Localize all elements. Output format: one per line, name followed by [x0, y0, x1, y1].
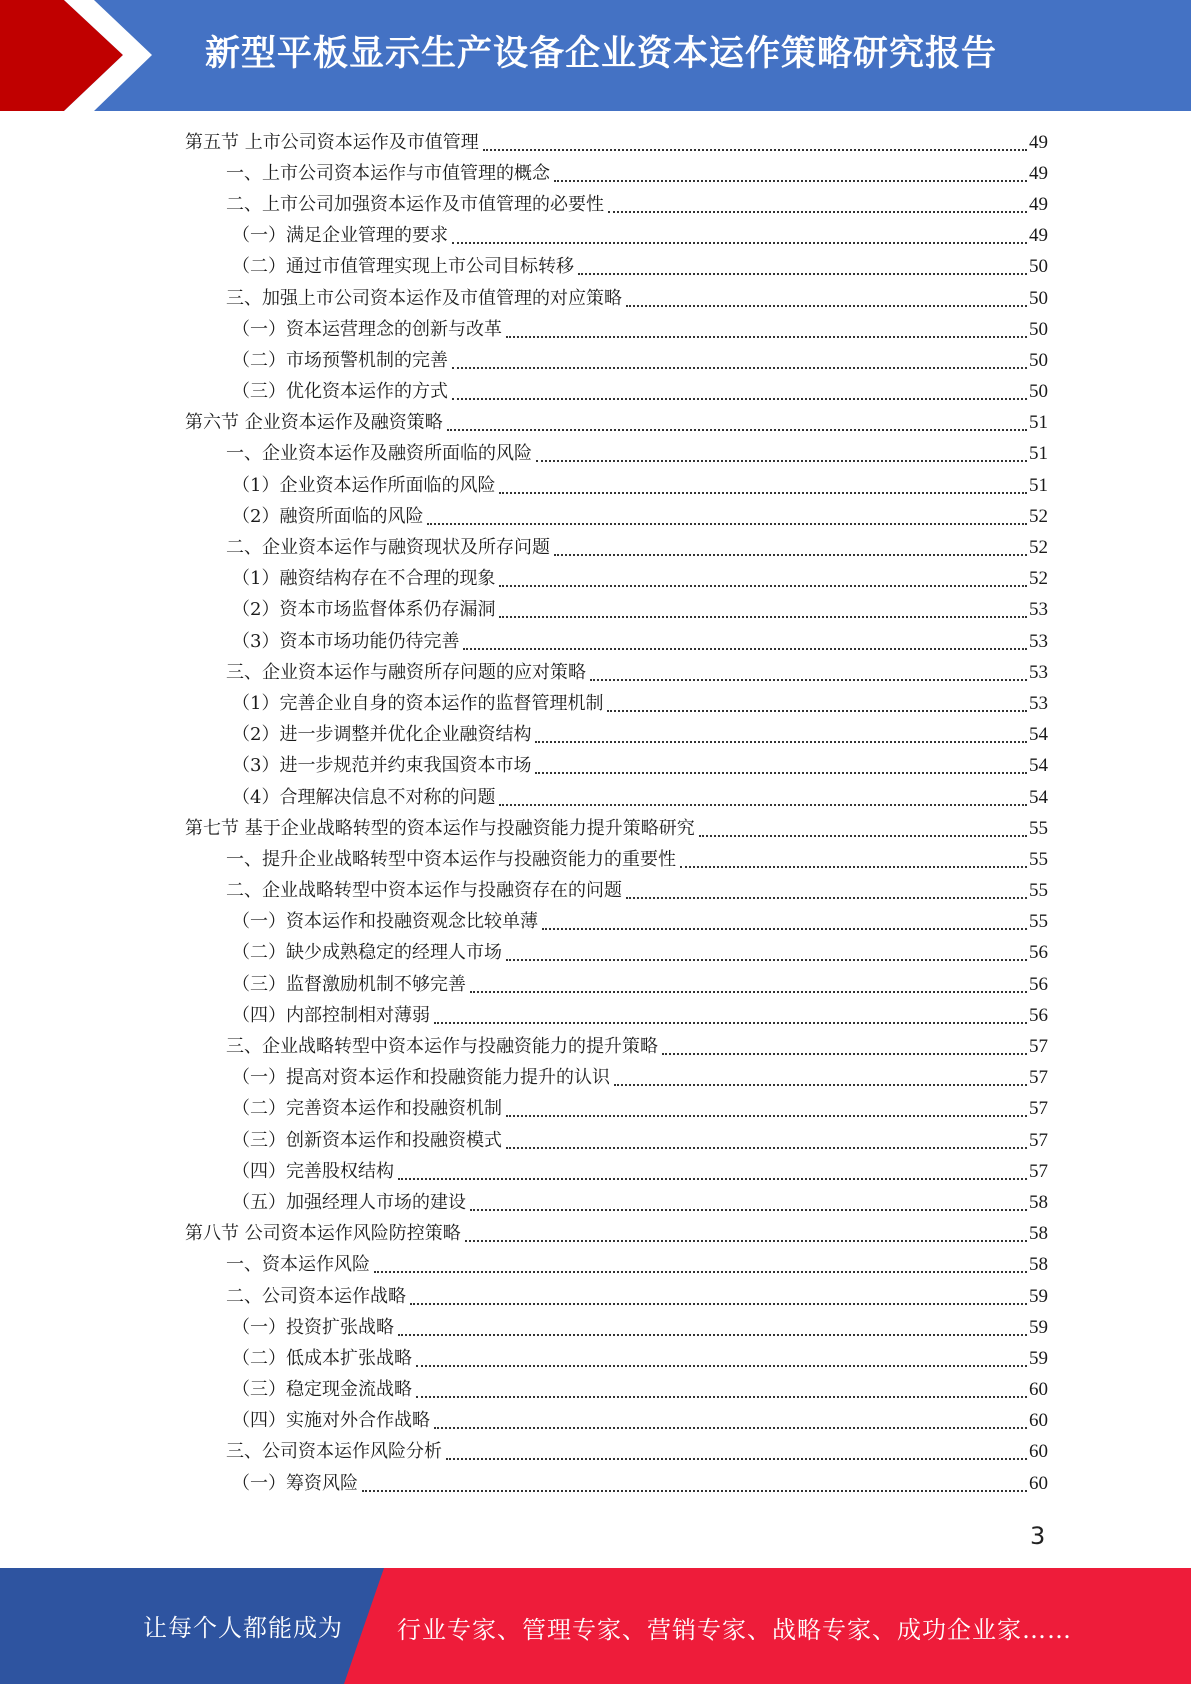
toc-entry-page: 57: [1029, 1098, 1048, 1120]
toc-entry-title: 二、企业资本运作与融资现状及所存问题: [226, 537, 550, 559]
toc-dot-leader: [614, 1066, 1027, 1086]
toc-entry-page: 58: [1029, 1223, 1048, 1245]
toc-dot-leader: [452, 224, 1027, 244]
toc-entry-page: 57: [1029, 1160, 1048, 1182]
toc-dot-leader: [463, 630, 1027, 650]
toc-entry-title: （一）投资扩张战略: [232, 1316, 394, 1338]
table-of-contents: [185, 127, 1048, 1499]
toc-entry-page: 54: [1029, 786, 1048, 808]
toc-entry-title: 第六节 企业资本运作及融资策略: [185, 412, 443, 434]
toc-entry-page: 60: [1029, 1379, 1048, 1401]
toc-dot-leader: [536, 442, 1027, 462]
toc-entry-title: （三）创新资本运作和投融资模式: [232, 1129, 502, 1151]
toc-dot-leader: [578, 255, 1027, 275]
toc-entry-page: 59: [1029, 1347, 1048, 1369]
toc-entry-page: 56: [1029, 1004, 1048, 1026]
toc-entry-page: 49: [1029, 193, 1048, 215]
toc-entry[interactable]: [185, 751, 1048, 782]
toc-entry[interactable]: [185, 221, 1048, 252]
toc-entry-page: 52: [1029, 537, 1048, 559]
toc-dot-leader: [452, 349, 1027, 369]
toc-entry-title: （1）完善企业自身的资本运作的监督管理机制: [232, 692, 604, 714]
toc-dot-leader: [452, 380, 1027, 400]
toc-dot-leader: [699, 817, 1027, 837]
toc-entry-page: 57: [1029, 1036, 1048, 1058]
toc-dot-leader: [362, 1472, 1027, 1492]
toc-dot-leader: [465, 1222, 1027, 1242]
toc-entry-page: 52: [1029, 568, 1048, 590]
toc-dot-leader: [470, 1191, 1027, 1211]
toc-entry-page: 60: [1029, 1441, 1048, 1463]
toc-entry-title: （一）提高对资本运作和投融资能力提升的认识: [232, 1067, 610, 1089]
toc-entry-title: （2）融资所面临的风险: [232, 505, 424, 527]
toc-dot-leader: [434, 1004, 1027, 1024]
toc-entry-page: 49: [1029, 131, 1048, 153]
toc-entry[interactable]: [185, 1250, 1048, 1281]
toc-entry-page: 53: [1029, 630, 1048, 652]
toc-entry[interactable]: [185, 1375, 1048, 1406]
toc-entry-title: （1）企业资本运作所面临的风险: [232, 474, 496, 496]
toc-entry[interactable]: [185, 907, 1048, 938]
toc-entry-title: （四）实施对外合作战略: [232, 1410, 430, 1432]
toc-entry[interactable]: [185, 377, 1048, 408]
toc-entry-title: （2）进一步调整并优化企业融资结构: [232, 724, 532, 746]
toc-dot-leader: [499, 786, 1027, 806]
toc-dot-leader: [427, 505, 1027, 525]
toc-entry[interactable]: [185, 813, 1048, 844]
toc-entry[interactable]: [185, 876, 1048, 907]
toc-dot-leader: [410, 1285, 1027, 1305]
toc-entry-page: 53: [1029, 692, 1048, 714]
toc-entry-page: 60: [1029, 1472, 1048, 1494]
toc-dot-leader: [590, 661, 1027, 681]
toc-entry-title: 第七节 基于企业战略转型的资本运作与投融资能力提升策略研究: [185, 817, 695, 839]
toc-entry-title: （二）缺少成熟稳定的经理人市场: [232, 942, 502, 964]
toc-entry-title: （一）资本运作和投融资观念比较单薄: [232, 911, 538, 933]
toc-entry[interactable]: [185, 782, 1048, 813]
toc-entry[interactable]: [185, 1094, 1048, 1125]
toc-entry[interactable]: [185, 189, 1048, 220]
toc-entry[interactable]: [185, 657, 1048, 688]
toc-entry[interactable]: [185, 1187, 1048, 1218]
toc-entry-page: 50: [1029, 287, 1048, 309]
toc-dot-leader: [626, 879, 1027, 899]
toc-entry-page: 55: [1029, 817, 1048, 839]
toc-entry-page: 49: [1029, 225, 1048, 247]
toc-entry-title: （一）筹资风险: [232, 1472, 358, 1494]
toc-entry[interactable]: [185, 1343, 1048, 1374]
toc-dot-leader: [446, 1440, 1027, 1460]
toc-entry-title: 二、上市公司加强资本运作及市值管理的必要性: [226, 193, 604, 215]
toc-entry-page: 57: [1029, 1129, 1048, 1151]
toc-entry-page: 59: [1029, 1316, 1048, 1338]
toc-entry[interactable]: [185, 595, 1048, 626]
toc-entry-title: （2）资本市场监督体系仍存漏洞: [232, 599, 496, 621]
toc-entry-title: 三、企业战略转型中资本运作与投融资能力的提升策略: [226, 1036, 658, 1058]
toc-entry-title: （五）加强经理人市场的建设: [232, 1191, 466, 1213]
toc-entry-title: 一、提升企业战略转型中资本运作与投融资能力的重要性: [226, 848, 676, 870]
toc-dot-leader: [607, 692, 1027, 712]
toc-dot-leader: [447, 411, 1027, 431]
toc-entry-title: （三）优化资本运作的方式: [232, 381, 448, 403]
toc-entry-title: （一）满足企业管理的要求: [232, 225, 448, 247]
footer-slogan-right: 行业专家、管理专家、营销专家、战略专家、成功企业家……: [397, 1616, 1072, 1644]
toc-entry[interactable]: [185, 626, 1048, 657]
toc-entry-title: 二、企业战略转型中资本运作与投融资存在的问题: [226, 880, 622, 902]
toc-entry-page: 54: [1029, 724, 1048, 746]
toc-entry-page: 55: [1029, 911, 1048, 933]
toc-entry-title: 一、上市公司资本运作与市值管理的概念: [226, 162, 550, 184]
toc-entry-page: 53: [1029, 599, 1048, 621]
toc-entry[interactable]: [185, 314, 1048, 345]
toc-entry-page: 50: [1029, 381, 1048, 403]
toc-entry-title: （四）内部控制相对薄弱: [232, 1004, 430, 1026]
toc-entry-page: 50: [1029, 256, 1048, 278]
toc-dot-leader: [416, 1378, 1027, 1398]
toc-entry-title: （3）资本市场功能仍待完善: [232, 630, 460, 652]
toc-entry-title: （三）稳定现金流战略: [232, 1379, 412, 1401]
toc-dot-leader: [398, 1316, 1027, 1336]
toc-entry-title: （1）融资结构存在不合理的现象: [232, 568, 496, 590]
toc-entry-page: 59: [1029, 1285, 1048, 1307]
toc-entry[interactable]: [185, 1406, 1048, 1437]
toc-entry[interactable]: [185, 439, 1048, 470]
toc-dot-leader: [662, 1035, 1027, 1055]
toc-entry-page: 60: [1029, 1410, 1048, 1432]
toc-dot-leader: [506, 318, 1027, 338]
toc-entry[interactable]: [185, 1063, 1048, 1094]
toc-dot-leader: [398, 1160, 1027, 1180]
toc-entry-title: （二）完善资本运作和投融资机制: [232, 1098, 502, 1120]
toc-entry[interactable]: [185, 158, 1048, 189]
toc-dot-leader: [535, 723, 1027, 743]
toc-entry[interactable]: [185, 408, 1048, 439]
toc-entry[interactable]: [185, 1000, 1048, 1031]
toc-entry[interactable]: [185, 345, 1048, 376]
toc-entry[interactable]: [185, 1468, 1048, 1499]
toc-entry[interactable]: [185, 1156, 1048, 1187]
toc-entry[interactable]: [185, 844, 1048, 875]
toc-dot-leader: [506, 1097, 1027, 1117]
toc-dot-leader: [434, 1409, 1027, 1429]
toc-dot-leader: [416, 1347, 1027, 1367]
toc-entry[interactable]: [185, 1125, 1048, 1156]
toc-entry-page: 51: [1029, 443, 1048, 465]
toc-entry-title: 三、公司资本运作风险分析: [226, 1441, 442, 1463]
page-header: [0, 0, 1191, 111]
toc-entry-title: （一）资本运营理念的创新与改革: [232, 318, 502, 340]
toc-dot-leader: [554, 536, 1027, 556]
toc-dot-leader: [506, 1129, 1027, 1149]
toc-entry-title: （三）监督激励机制不够完善: [232, 973, 466, 995]
report-title: 新型平板显示生产设备企业资本运作策略研究报告: [205, 34, 998, 74]
toc-entry[interactable]: [185, 720, 1048, 751]
toc-entry[interactable]: [185, 127, 1048, 158]
toc-entry-title: 三、企业资本运作与融资所存问题的应对策略: [226, 661, 586, 683]
toc-entry[interactable]: [185, 1219, 1048, 1250]
toc-entry-title: 第五节 上市公司资本运作及市值管理: [185, 131, 479, 153]
toc-entry-page: 53: [1029, 661, 1048, 683]
toc-dot-leader: [608, 193, 1027, 213]
toc-entry-page: 55: [1029, 880, 1048, 902]
toc-entry[interactable]: [185, 470, 1048, 501]
toc-entry[interactable]: [185, 1281, 1048, 1312]
toc-entry-title: （二）低成本扩张战略: [232, 1347, 412, 1369]
toc-entry-title: 一、企业资本运作及融资所面临的风险: [226, 443, 532, 465]
toc-entry[interactable]: [185, 688, 1048, 719]
toc-dot-leader: [542, 910, 1027, 930]
toc-entry[interactable]: [185, 501, 1048, 532]
toc-dot-leader: [626, 287, 1027, 307]
toc-dot-leader: [535, 754, 1027, 774]
toc-dot-leader: [554, 162, 1027, 182]
toc-dot-leader: [680, 848, 1027, 868]
toc-dot-leader: [470, 973, 1027, 993]
toc-entry-page: 51: [1029, 474, 1048, 496]
toc-entry-title: 三、加强上市公司资本运作及市值管理的对应策略: [226, 287, 622, 309]
toc-dot-leader: [499, 567, 1027, 587]
toc-entry[interactable]: [185, 283, 1048, 314]
page-footer: [0, 1568, 1191, 1684]
toc-entry-page: 56: [1029, 942, 1048, 964]
toc-dot-leader: [483, 131, 1027, 151]
toc-entry-page: 56: [1029, 973, 1048, 995]
toc-entry-page: 51: [1029, 412, 1048, 434]
toc-entry-title: （四）完善股权结构: [232, 1160, 394, 1182]
toc-entry[interactable]: [185, 532, 1048, 563]
toc-entry[interactable]: [185, 252, 1048, 283]
toc-entry-page: 58: [1029, 1254, 1048, 1276]
toc-dot-leader: [499, 474, 1027, 494]
toc-entry[interactable]: [185, 1312, 1048, 1343]
toc-entry[interactable]: [185, 1437, 1048, 1468]
footer-slogan-left: 让每个人都能成为: [143, 1614, 343, 1642]
toc-entry-page: 50: [1029, 349, 1048, 371]
toc-entry-page: 58: [1029, 1191, 1048, 1213]
toc-dot-leader: [506, 941, 1027, 961]
toc-entry-page: 55: [1029, 848, 1048, 870]
toc-dot-leader: [499, 598, 1027, 618]
toc-entry-title: （二）市场预警机制的完善: [232, 349, 448, 371]
toc-dot-leader: [374, 1253, 1027, 1273]
toc-entry-title: （二）通过市值管理实现上市公司目标转移: [232, 256, 574, 278]
toc-entry-title: （4）合理解决信息不对称的问题: [232, 786, 496, 808]
toc-entry[interactable]: [185, 969, 1048, 1000]
toc-entry[interactable]: [185, 564, 1048, 595]
toc-entry[interactable]: [185, 1031, 1048, 1062]
toc-entry-page: 54: [1029, 755, 1048, 777]
page-number: 3: [1030, 1522, 1046, 1550]
toc-entry-title: 一、资本运作风险: [226, 1254, 370, 1276]
toc-entry-title: 二、公司资本运作战略: [226, 1285, 406, 1307]
toc-entry[interactable]: [185, 938, 1048, 969]
toc-entry-page: 50: [1029, 318, 1048, 340]
toc-entry-page: 49: [1029, 162, 1048, 184]
toc-entry-title: 第八节 公司资本运作风险防控策略: [185, 1223, 461, 1245]
toc-entry-title: （3）进一步规范并约束我国资本市场: [232, 755, 532, 777]
toc-entry-page: 57: [1029, 1067, 1048, 1089]
toc-entry-page: 52: [1029, 505, 1048, 527]
